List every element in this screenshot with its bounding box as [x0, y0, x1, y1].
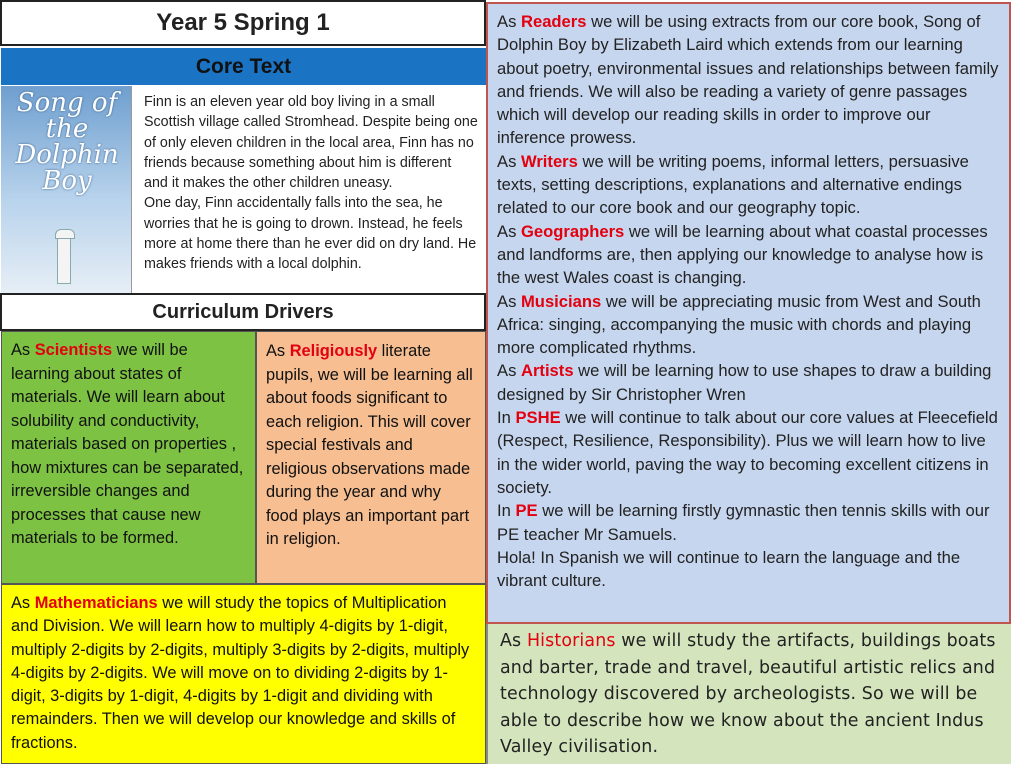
subjects-panel [486, 2, 1011, 624]
subject-readers: Readers [520, 12, 587, 31]
subject-historians: Historians [526, 631, 616, 651]
panel-text: we will be learning about states of materials. We will learn about solubility and conductivity, materials based on properties , how mixtures can be separated, irreversible changes and processes that cause new materials to be formed. [11, 341, 244, 547]
subject-writers: Writers [520, 151, 578, 171]
panel-text: we will study the topics of Multiplication and Division. We will learn how to multiply 4-digits by 1-digit, multiply 2-digits by 2-digits, multiply 3-digits by 2-digits, multiply 4-digits by 2-digits. We will move on to dividing 2-digits by 1-digit, 3-digits by 1-digit, 4-digits by 1-digit and dividing with remainders. Then we will develop our knowledge and skills of fractions. [11, 594, 470, 752]
synopsis-paragraph: Finn is an eleven year old boy living in a small Scottish village called Stromhead. Despite being one of only eleven children in the local area, Finn has no friends because something about him is different and it makes the other children uneasy. [144, 94, 478, 192]
lighthouse-graphic [57, 236, 71, 284]
subject-musicians: Musicians [520, 291, 602, 311]
panel-lead: As [11, 341, 35, 359]
readers-paragraph: As Readers we will be using extracts from our core book, Song of Dolphin Boy by Elizabeth Laird which extends from our learning about poetry, environmental issues and relationships between family and friends. We will also be reading a variety of genre passages which will develop our reading skills in order to improve our inference prowess. [497, 12, 999, 148]
core-text-synopsis [136, 86, 486, 293]
panel-lead: As [11, 594, 35, 612]
subject-pe: PE [515, 501, 538, 521]
subject-religiously: Religiously [289, 342, 378, 360]
subject-mathematicians: Mathematicians [34, 594, 158, 612]
book-cover-image [1, 86, 132, 293]
curriculum-drivers-heading: Curriculum Drivers [0, 293, 486, 331]
panel-text: literate pupils, we will be learning all about foods significant to each religion. This will cover special festivals and religious observations made during the year and why food plays an important part in religion. [266, 342, 473, 548]
historians-panel [486, 624, 1011, 764]
religion-panel [256, 331, 486, 584]
scientists-panel [1, 331, 256, 584]
page-title: Year 5 Spring 1 [0, 0, 486, 46]
writers-paragraph: As Writers we will be writing poems, informal letters, persuasive texts, setting descriptions, explanations and alternative endings related to our core book and our geography topic. [497, 151, 969, 218]
subject-scientists: Scientists [34, 341, 113, 359]
subject-geographers: Geographers [520, 221, 625, 241]
panel-text: we will study the artifacts, buildings boats and barter, trade and travel, beautiful artistic relics and technology discovered by archeologists. So we will be able to describe how we know about the ancient Indus Valley civilisation. [500, 631, 996, 757]
subject-artists: Artists [520, 361, 574, 381]
musicians-paragraph: As Musicians we will be appreciating music from West and South Africa: singing, accompanying the music with chords and playing more complicated rhythms. [497, 291, 981, 358]
book-cover-title: Song of the Dolphin Boy [15, 88, 119, 196]
spanish-paragraph: Hola! In Spanish we will continue to learn the language and the vibrant culture. [497, 547, 961, 591]
panel-lead: As [500, 631, 527, 651]
geographers-paragraph: As Geographers we will be learning about what coastal processes and landforms are, then applying our knowledge to analyse how is the west Wales coast is changing. [497, 221, 988, 288]
synopsis-paragraph: One day, Finn accidentally falls into the sea, he worries that he is going to drown. Instead, he feels more at home there than he ever did on dry land. He makes friends with a local dolphin. [144, 195, 477, 273]
subject-pshe: PSHE [515, 408, 561, 428]
artists-paragraph: As Artists we will be learning how to use shapes to draw a building designed by Sir Christopher Wren [497, 361, 992, 404]
panel-lead: As [266, 342, 290, 360]
core-text-heading: Core Text [1, 48, 486, 85]
mathematicians-panel [1, 584, 486, 764]
pe-paragraph: In PE we will be learning firstly gymnastic then tennis skills with our PE teacher Mr Samuels. [497, 501, 990, 544]
pshe-paragraph: In PSHE we will continue to talk about our core values at Fleecefield (Respect, Resilience, Responsibility). Plus we will learn how to live in the wider world, paving the way to becoming excellent citizens in society. [497, 408, 998, 497]
